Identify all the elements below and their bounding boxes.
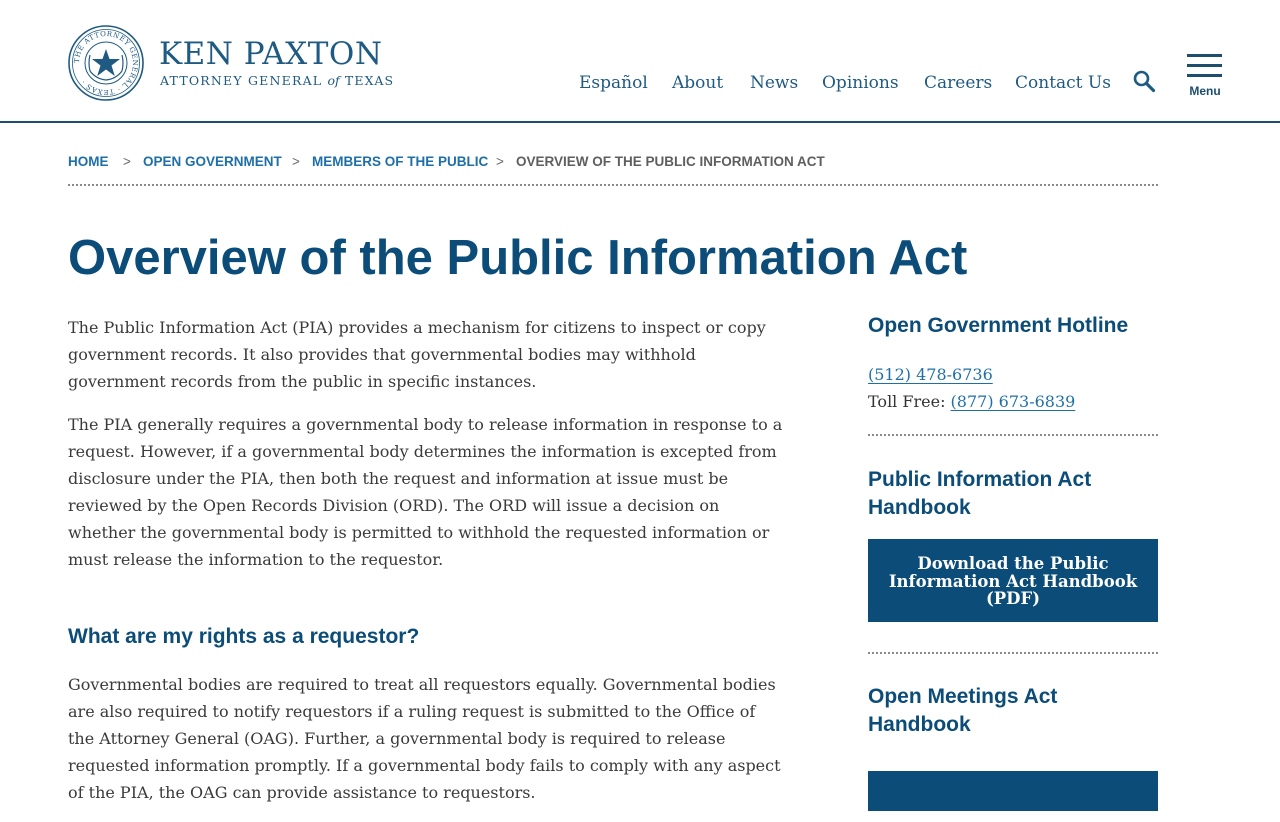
pia-handbook-heading: Public Information Act Handbook — [868, 468, 1092, 519]
brand-name[interactable]: KEN PAXTON — [159, 36, 383, 72]
main-content — [68, 314, 783, 822]
menu-button[interactable] — [1186, 54, 1224, 100]
divider — [868, 622, 1158, 654]
brand-subtitle-post: TEXAS — [339, 73, 395, 88]
breadcrumb-current: OVERVIEW OF THE PUBLIC INFORMATION ACT — [516, 154, 825, 169]
divider — [868, 415, 1158, 436]
brand-subtitle-pre: ATTORNEY GENERAL — [160, 73, 328, 88]
toll-free-line — [868, 388, 1158, 415]
attorney-general-seal-logo[interactable] — [68, 25, 144, 101]
hamburger-icon-bar — [1187, 64, 1222, 67]
hotline-phone — [868, 361, 1158, 388]
download-pia-handbook-button[interactable]: Download the Public Information Act Handbook (PDF) — [868, 539, 1158, 622]
breadcrumb-members-of-the-public[interactable]: MEMBERS OF THE PUBLIC — [312, 154, 489, 169]
nav-about[interactable]: About — [672, 73, 724, 93]
breadcrumb-separator: > — [496, 154, 504, 169]
breadcrumb — [68, 154, 1158, 186]
hamburger-icon — [1187, 54, 1222, 57]
breadcrumb-home[interactable]: HOME — [68, 154, 109, 169]
download-oma-handbook-button[interactable] — [868, 771, 1158, 811]
breadcrumb-separator: > — [123, 154, 131, 169]
site-header — [0, 0, 1280, 123]
hamburger-icon-bar — [1187, 74, 1222, 77]
sidebar — [868, 312, 1158, 811]
nav-espanol[interactable]: Español — [579, 73, 648, 93]
section-heading-requestor-rights: What are my rights as a requestor? — [68, 625, 420, 648]
intro-paragraph: The Public Information Act (PIA) provides a mechanism for citizens to inspect or copy government records. It also provides that governmental bodies may withhold government records from the public in specific instances. — [68, 318, 766, 391]
body-paragraph: The PIA generally requires a governmental body to release information in response to a request. However, if a governmental body determines the information is excepted from disclosure under the PIA, then both the request and information at issue must be reviewed by the Open Records Division (ORD). The ORD will issue a decision on whether the governmental body is permitted to withhold the requested information or must release the information to the requestor. — [68, 415, 783, 569]
toll-free-label: Toll Free: — [868, 392, 951, 411]
menu-label: Menu — [1189, 84, 1221, 98]
hotline-heading: Open Government Hotline — [868, 314, 1129, 337]
nav-opinions[interactable]: Opinions — [822, 73, 899, 93]
breadcrumb-open-government[interactable]: OPEN GOVERNMENT — [143, 154, 282, 169]
svg-text:THE ATTORNEY GENERAL · TEXAS ·: THE ATTORNEY GENERAL · TEXAS · — [72, 29, 140, 97]
nav-careers[interactable]: Careers — [924, 73, 993, 93]
page-title: Overview of the Public Information Act — [68, 231, 968, 285]
search-icon[interactable] — [1132, 69, 1156, 93]
breadcrumb-separator: > — [292, 154, 300, 169]
toll-free-link[interactable]: (877) 673-6839 — [950, 392, 1076, 411]
body-paragraph-rights: Governmental bodies are required to treat all requestors equally. Governmental bodies are also required to notify requestors if a ruling request is submitted to the Office of the Attorney General (OAG). Further, a governmental body is required to release requested information promptly. If a governmental body fails to comply with any aspect of the PIA, the OAG can provide assistance to requestors. — [68, 675, 781, 802]
brand-subtitle-of: of — [327, 73, 340, 88]
oma-handbook-heading: Open Meetings Act Handbook — [868, 685, 1058, 736]
nav-news[interactable]: News — [750, 73, 799, 93]
hotline-phone-link[interactable]: (512) 478-6736 — [868, 365, 993, 384]
brand-subtitle[interactable] — [160, 73, 394, 88]
nav-contact-us[interactable]: Contact Us — [1015, 73, 1111, 93]
